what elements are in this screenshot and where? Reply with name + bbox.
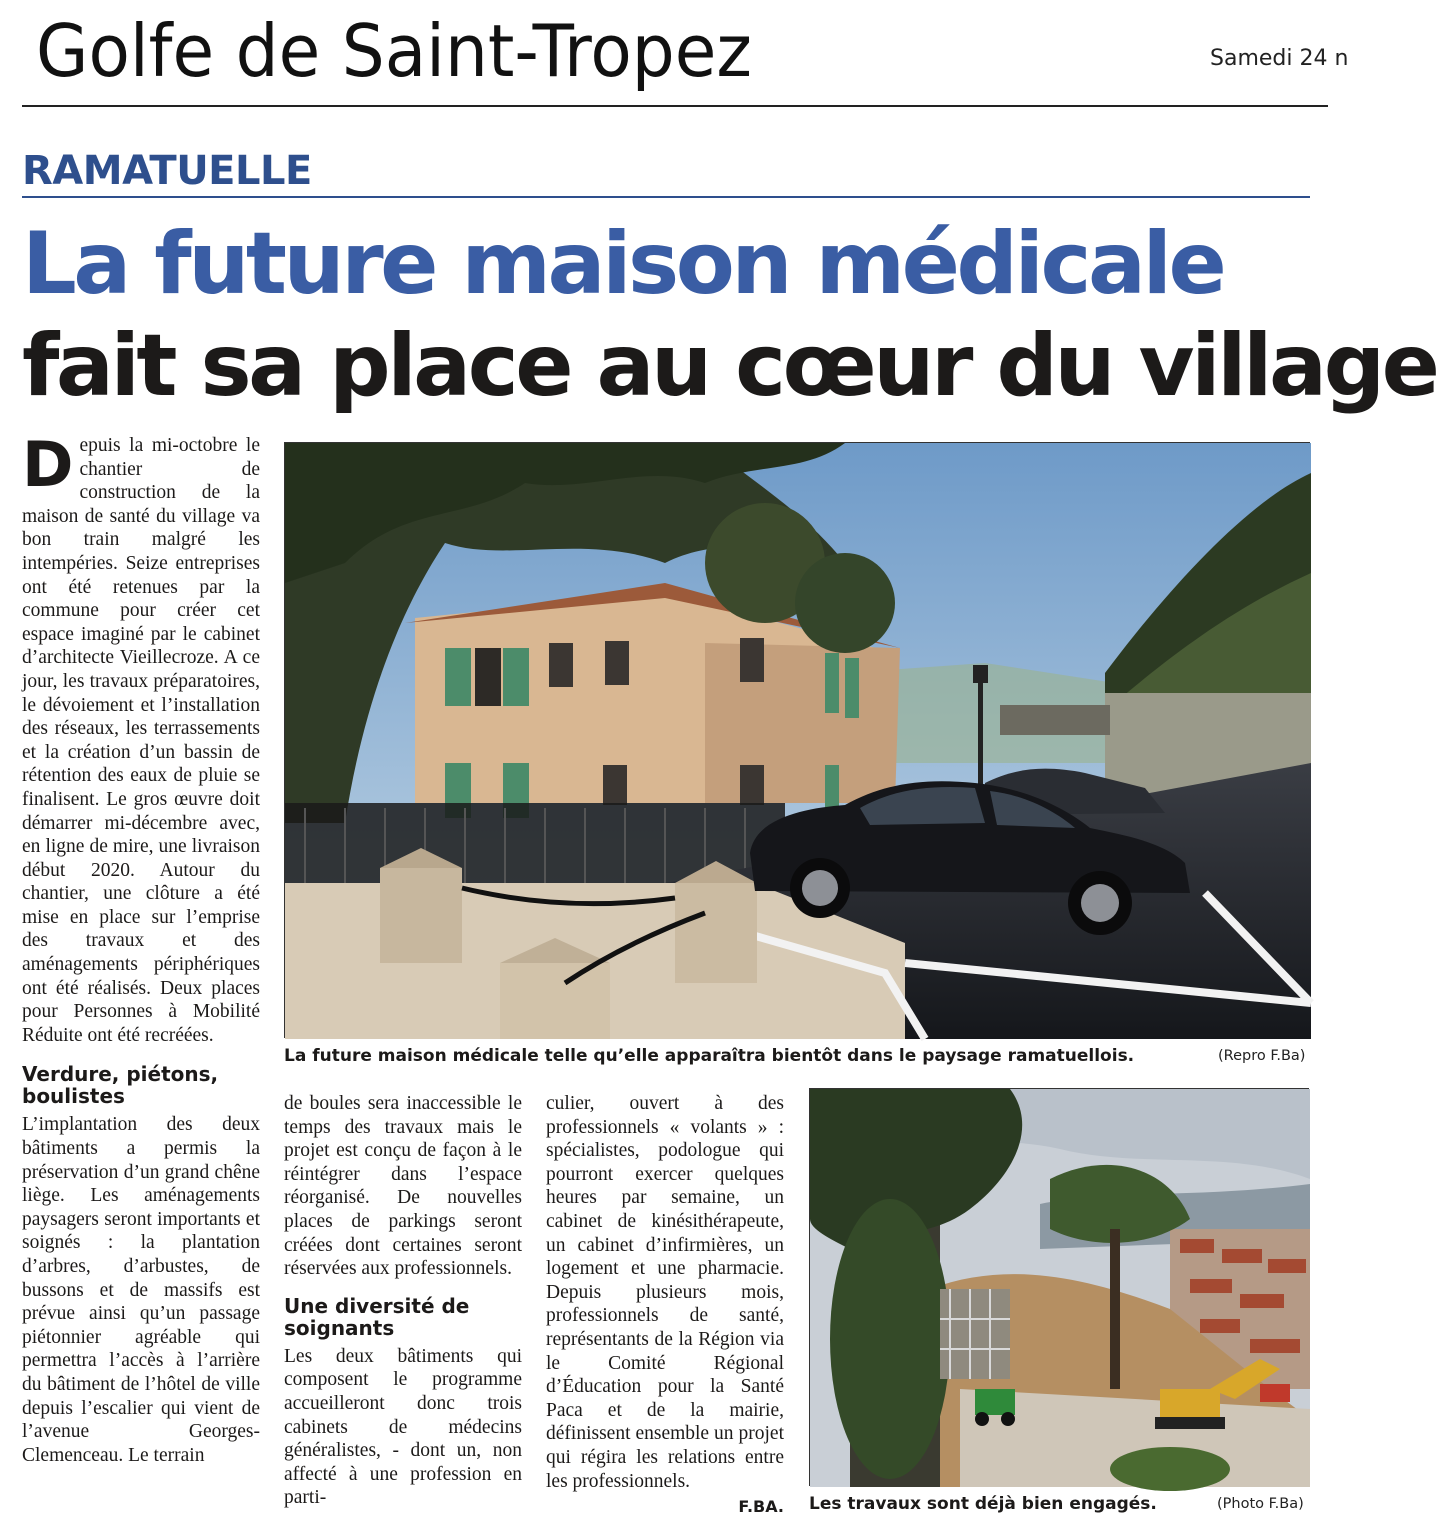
paragraph-diversite: Les deux bâtiments qui composent le programme accueilleront donc trois cabinets de médecins généralistes, - dont un, non affecté à une profession en parti-: [284, 1345, 522, 1509]
article-column-2: [284, 1092, 522, 1510]
main-photo-caption: La future maison médicale telle qu’elle apparaîtra bientôt dans le paysage ramatuellois.: [284, 1046, 1135, 1066]
construction-photo-caption: Les travaux sont déjà bien engagés.: [809, 1494, 1157, 1514]
paragraph-professionnels: culier, ouvert à des professionnels « volants » : spécialistes, podologue qui pourront exercer quelques heures par semaine, un cabinet de kinésithérapeute, un cabinet d’infirmières, un logement et une pharmacie. Depuis plusieurs mois, professionnels de santé, représentants de la Région via le Comité Régional d’Éducation pour la Santé Paca et de la mairie, définissent ensemble un projet qui régira les relations entre les professionnels.: [546, 1093, 784, 1492]
paragraph-terrain: de boules sera inaccessible le temps des travaux mais le projet est conçu de façon à le réintégrer dans l’espace réorganisé. De nouvelles places de parkings seront créées dont certaines seront réservées aux professionnels.: [284, 1093, 522, 1280]
kicker-rule: [22, 196, 1310, 198]
article-column-1: [22, 428, 260, 1467]
author-signature: F.BA.: [738, 1497, 784, 1517]
construction-site-photo: [809, 1088, 1309, 1486]
subhead-verdure: Verdure, piétons, boulistes: [22, 1062, 219, 1109]
lead-paragraph: epuis la mi-octobre le chantier de construction de la maison de santé du village va bon train malgré les intempéries. Seize entreprises ont été retenues par la commune pour créer cet espace imaginé par le cabinet d’architecte Vieillecroze. A ce jour, les travaux préparatoires, le dévoiement et l’installation des réseaux, les terrassements et la création d’un bassin de rétention des eaux de pluie se finalisent. Le gros œuvre doit démarrer mi-décembre avec, en ligne de mire, une livraison début 2020. Autour du chantier, une clôture a été mise en place sur l’emprise des travaux et des aménagements périphériques ont été réalisés. Deux places pour Personnes à Mobilité Réduite ont été recréées.: [22, 435, 260, 1046]
main-photo-rendering: [284, 442, 1310, 1038]
drop-cap: D: [22, 428, 74, 501]
construction-photo-credit: (Photo F.Ba): [1217, 1496, 1304, 1512]
paragraph-verdure: L’implantation des deux bâtiments a permis la préservation d’un grand chêne liège. Les aménagements paysagers seront importants et soignés : la plantation d’arbres, d’arbustes, de bussons et de massifs est prévue ainsi qu’un passage piétonnier agréable qui permettra l’accès à l’arrière du bâtiment de l’hôtel de ville depuis l’escalier qui vient de l’avenue Georges-Clemenceau. Le terrain: [22, 1114, 260, 1466]
header-rule: [22, 105, 1328, 107]
article-column-3: [546, 1092, 784, 1519]
headline-line-1: La future maison médicale: [22, 214, 1224, 314]
main-photo-credit: (Repro F.Ba): [1218, 1048, 1306, 1064]
section-masthead: Golfe de Saint-Tropez: [36, 9, 752, 93]
headline-line-2: fait sa place au cœur du village: [22, 316, 1436, 416]
subhead-diversite: Une diversité de soignants: [284, 1293, 470, 1340]
article-kicker: RAMATUELLE: [22, 148, 312, 194]
edition-date: Samedi 24 n: [1210, 46, 1349, 71]
